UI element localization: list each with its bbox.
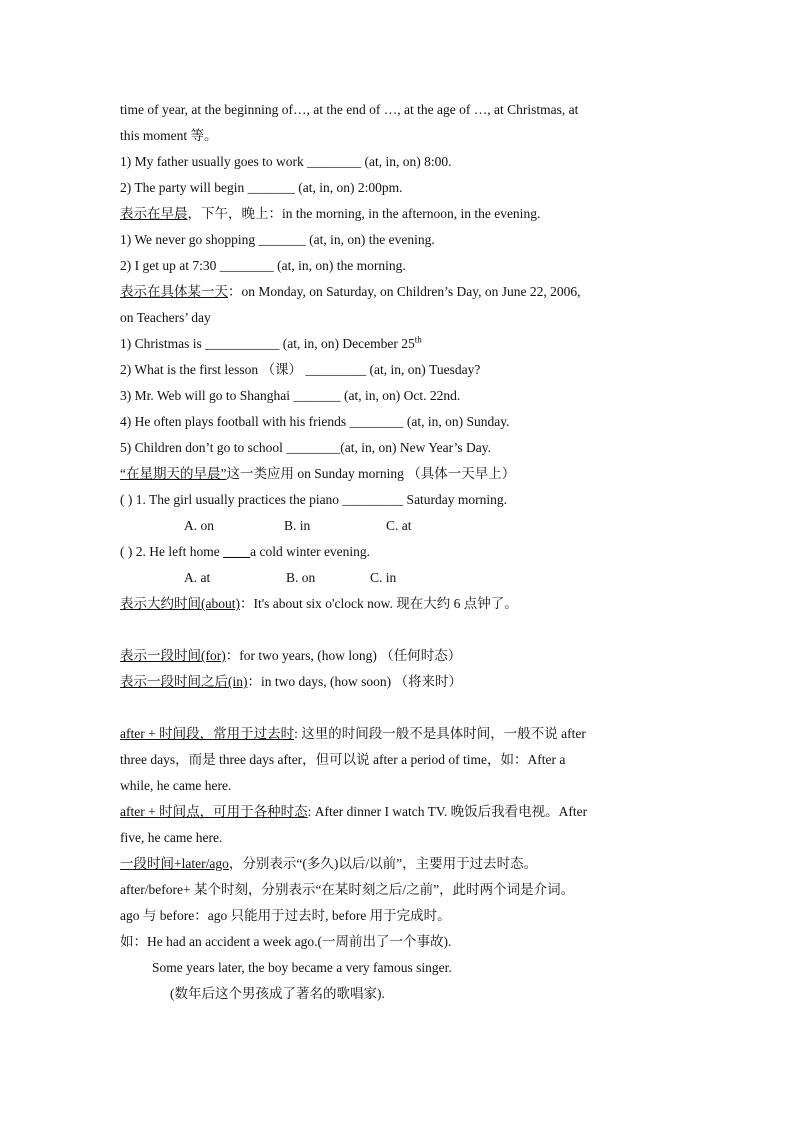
question-text: a cold winter evening.	[250, 544, 371, 559]
section-heading-line	[120, 201, 680, 227]
section-text: ：It's about six o'clock now. 现在大约 6 点钟了。	[239, 596, 518, 611]
example-line: 如：He had an accident a week ago.(一周前出了一个事故).	[120, 934, 452, 949]
section-text: ，分别表示“(多久)以后/以前”，主要用于过去时态。	[228, 856, 538, 871]
section-text: ，下午，晚上：in the morning, in the afternoon, in the evening.	[187, 206, 541, 221]
section-heading: 表示一段时间(for)	[120, 648, 226, 663]
section-heading: 表示一段时间之后(in)	[120, 674, 248, 689]
question-text: ( ) 2. He left home	[120, 544, 224, 559]
section-heading: 一段时间+later/ago	[120, 856, 229, 871]
section-heading-line	[120, 669, 680, 695]
section-heading: “在星期天的早晨”	[120, 466, 227, 481]
section-heading: after + 时间段，常用于过去时	[120, 726, 295, 741]
option-b: B. in	[284, 518, 311, 533]
section-text: 这一类应用 on Sunday morning （具体一天早上）	[226, 466, 516, 481]
exercise-line: 5) Children don’t go to school ________(at, in, on) New Year’s Day.	[120, 440, 491, 455]
section-heading-line	[120, 279, 680, 305]
section-heading: 表示在具体某一天	[120, 284, 228, 299]
section-heading: after + 时间点，可用于各种时态	[120, 804, 308, 819]
section-text: : 这里的时间段一般不是具体时间，一般不说 after	[294, 726, 586, 741]
section-heading-line	[120, 799, 680, 825]
text-line: three days，而是 three days after，但可以说 after a period of time，如：After a	[120, 752, 566, 767]
exercise-line: 2) The party will begin _______ (at, in, on) 2:00pm.	[120, 180, 403, 195]
text-line: on Teachers’ day	[120, 310, 211, 325]
section-heading-line	[120, 851, 680, 877]
section-text: ：for two years, (how long) （任何时态）	[225, 648, 462, 663]
document-body	[120, 97, 680, 1007]
text-line: time of year, at the beginning of…, at the end of …, at the age of …, at Christmas, at	[120, 102, 579, 117]
option-a: A. at	[184, 570, 211, 585]
superscript: th	[414, 334, 422, 345]
options-line	[120, 565, 680, 591]
section-heading-line	[120, 591, 680, 617]
exercise-line	[120, 331, 680, 357]
blank-line	[120, 695, 680, 721]
text-line: while, he came here.	[120, 778, 232, 793]
section-text: : After dinner I watch TV. 晚饭后我看电视。After	[307, 804, 588, 819]
question-line: ( ) 1. The girl usually practices the piano _________ Saturday morning.	[120, 492, 508, 507]
section-text: ：in two days, (how soon) （将来时）	[247, 674, 462, 689]
option-a: A. on	[184, 518, 214, 533]
section-heading: 表示在早晨	[120, 206, 188, 221]
exercise-line: 4) He often plays football with his friends ________ (at, in, on) Sunday.	[120, 414, 510, 429]
exercise-line: 2) What is the first lesson （课） _________ (at, in, on) Tuesday?	[120, 362, 481, 377]
section-heading-line	[120, 643, 680, 669]
text-line: this moment 等。	[120, 128, 218, 143]
section-heading: 表示大约时间(about)	[120, 596, 240, 611]
exercise-line: 1) We never go shopping _______ (at, in, on) the evening.	[120, 232, 435, 247]
options-line	[120, 513, 680, 539]
text-line: after/before+ 某个时刻，分别表示“在某时刻之后/之前”，此时两个词是介词。	[120, 882, 575, 897]
example-translation: (数年后这个男孩成了著名的歌唱家).	[170, 986, 385, 1001]
section-heading-line	[120, 721, 680, 747]
answer-blank: ____	[223, 544, 251, 559]
option-c: C. at	[386, 518, 412, 533]
text-line: five, he came here.	[120, 830, 223, 845]
option-b: B. on	[286, 570, 316, 585]
example-line: Some years later, the boy became a very famous singer.	[152, 960, 452, 975]
exercise-line: 1) My father usually goes to work ________ (at, in, on) 8:00.	[120, 154, 452, 169]
text-line: ago 与 before：ago 只能用于过去时, before 用于完成时。	[120, 908, 451, 923]
exercise-line: 3) Mr. Web will go to Shanghai _______ (at, in, on) Oct. 22nd.	[120, 388, 461, 403]
exercise-text: 1) Christmas is ___________ (at, in, on) December 25	[120, 336, 415, 351]
blank-line	[120, 617, 680, 643]
exercise-line: 2) I get up at 7:30 ________ (at, in, on) the morning.	[120, 258, 406, 273]
question-line	[120, 539, 680, 565]
section-text: ：on Monday, on Saturday, on Children’s Day, on June 22, 2006,	[228, 284, 581, 299]
section-heading-line	[120, 461, 680, 487]
option-c: C. in	[370, 570, 397, 585]
